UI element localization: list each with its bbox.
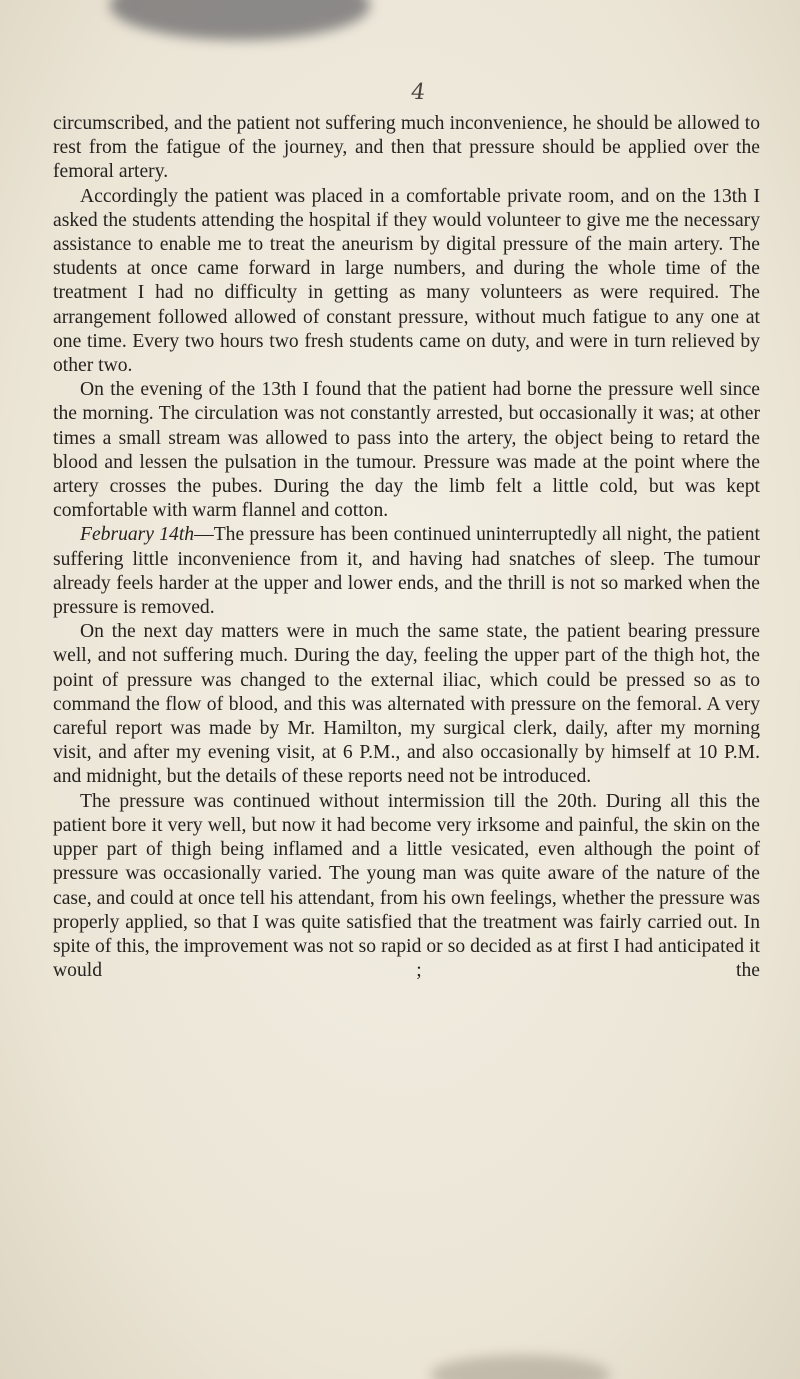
scan-shadow-bottom [430, 1355, 610, 1379]
body-text [53, 112, 760, 983]
paragraph: The pressure was continued without intermission till the 20th. During all this the patient bore it very well, but now it had become very irksome and painful, the skin on the upper part of thigh being inflamed and a little vesicated, even although the point of pressure was occasionally varied. The young man was quite aware of the nature of the case, and could at once tell his attendant, from his own feelings, whether the pressure was properly applied, so that I was quite satisfied that the treatment was fairly carried out. In spite of this, the improvement was not so rapid or so decided as at first I had anticipated it would ; the [53, 790, 760, 982]
paragraph: On the next day matters were in much the same state, the patient bearing pressure well, and not suffering much. During the day, feeling the upper part of the thigh hot, the point of pressure was changed to the external iliac, which could be pressed so as to command the flow of blood, and this was alternated with pressure on the femoral. A very careful report was made by Mr. Hamilton, my surgical clerk, daily, after my morning visit, and after my evening visit, at 6 P.M., and also occasionally by himself at 10 P.M. and midnight, but the details of these reports need not be introduced. [53, 621, 760, 788]
date-heading: February 14th [80, 524, 195, 546]
paragraph: Accordingly the patient was placed in a comfortable private room, and on the 13th I asked the students attending the hospital if they would volunteer to give me the necessary assistance to enable me to treat the aneurism by digital pressure of the main artery. The students at once came forward in large numbers, and during the whole time of the treatment I had no difficulty in getting as many volunteers as were required. The arrangement followed allowed of constant pressure, without much fatigue to any one at one time. Every two hours two fresh students came on duty, and were in turn relieved by other two. [53, 185, 760, 377]
page-number: 4 [409, 80, 427, 105]
paragraph-text: —The pressure has been continued uninterruptedly all night, the patient suffering little inconvenience from it, and having had snatches of sleep. The tumour already feels harder at the upper and lower ends, and the thrill is not so marked when the pressure is removed. [53, 524, 760, 619]
scan-shadow-top [110, 0, 370, 40]
paragraph: circumscribed, and the patient not suffering much inconvenience, he should be allowed to rest from the fatigue of the journey, and then that pressure should be applied over the femoral artery. [53, 113, 760, 183]
paragraph: On the evening of the 13th I found that the patient had borne the pressure well since the morning. The circulation was not constantly arrested, but occasionally it was; at other times a small stream was allowed to pass into the artery, the object being to retard the blood and lessen the pulsation in the tumour. Pressure was made at the point where the artery crosses the pubes. During the day the limb felt a little cold, but was kept comfortable with warm flannel and cotton. [53, 379, 760, 522]
paragraph [53, 523, 760, 620]
